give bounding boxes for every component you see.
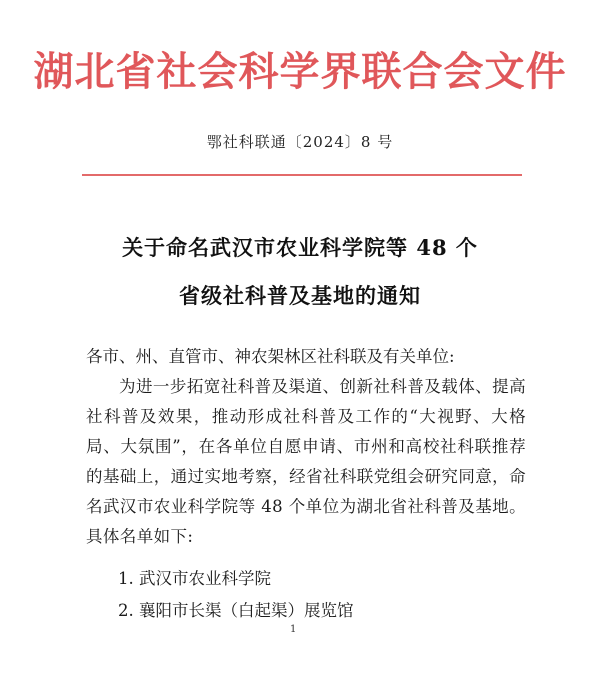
red-divider-line bbox=[82, 174, 522, 176]
document-number: 鄂社科联通〔2024〕8 号 bbox=[206, 133, 394, 151]
document-masthead: 湖北省社会科学界联合会文件 bbox=[33, 48, 567, 95]
notice-title-line-2: 省级社科普及基地的通知 bbox=[179, 283, 421, 308]
list-item: 2. 襄阳市长渠（白起渠）展览馆 bbox=[118, 601, 354, 620]
list-item: 1. 武汉市农业科学院 bbox=[118, 569, 271, 588]
salutation: 各市、州、直管市、神农架林区社科联及有关单位: bbox=[86, 347, 455, 366]
page-number: 1 bbox=[290, 624, 297, 635]
body-paragraph: 为进一步拓宽社科普及渠道、创新社科普及载体、提高社科普及效果，推动形成社科普及工作的“大视野、大格局、大氛围”，在各单位自愿申请、市州和高校社科联推荐的基础上，通过实地考察，经省社科联党组会研究同意，命名武汉市农业科学院等 48 个单位为湖北省社科普及基地。具体名单如下: bbox=[86, 377, 526, 546]
notice-title-line-1: 关于命名武汉市农业科学院等 48 个 bbox=[122, 235, 478, 260]
